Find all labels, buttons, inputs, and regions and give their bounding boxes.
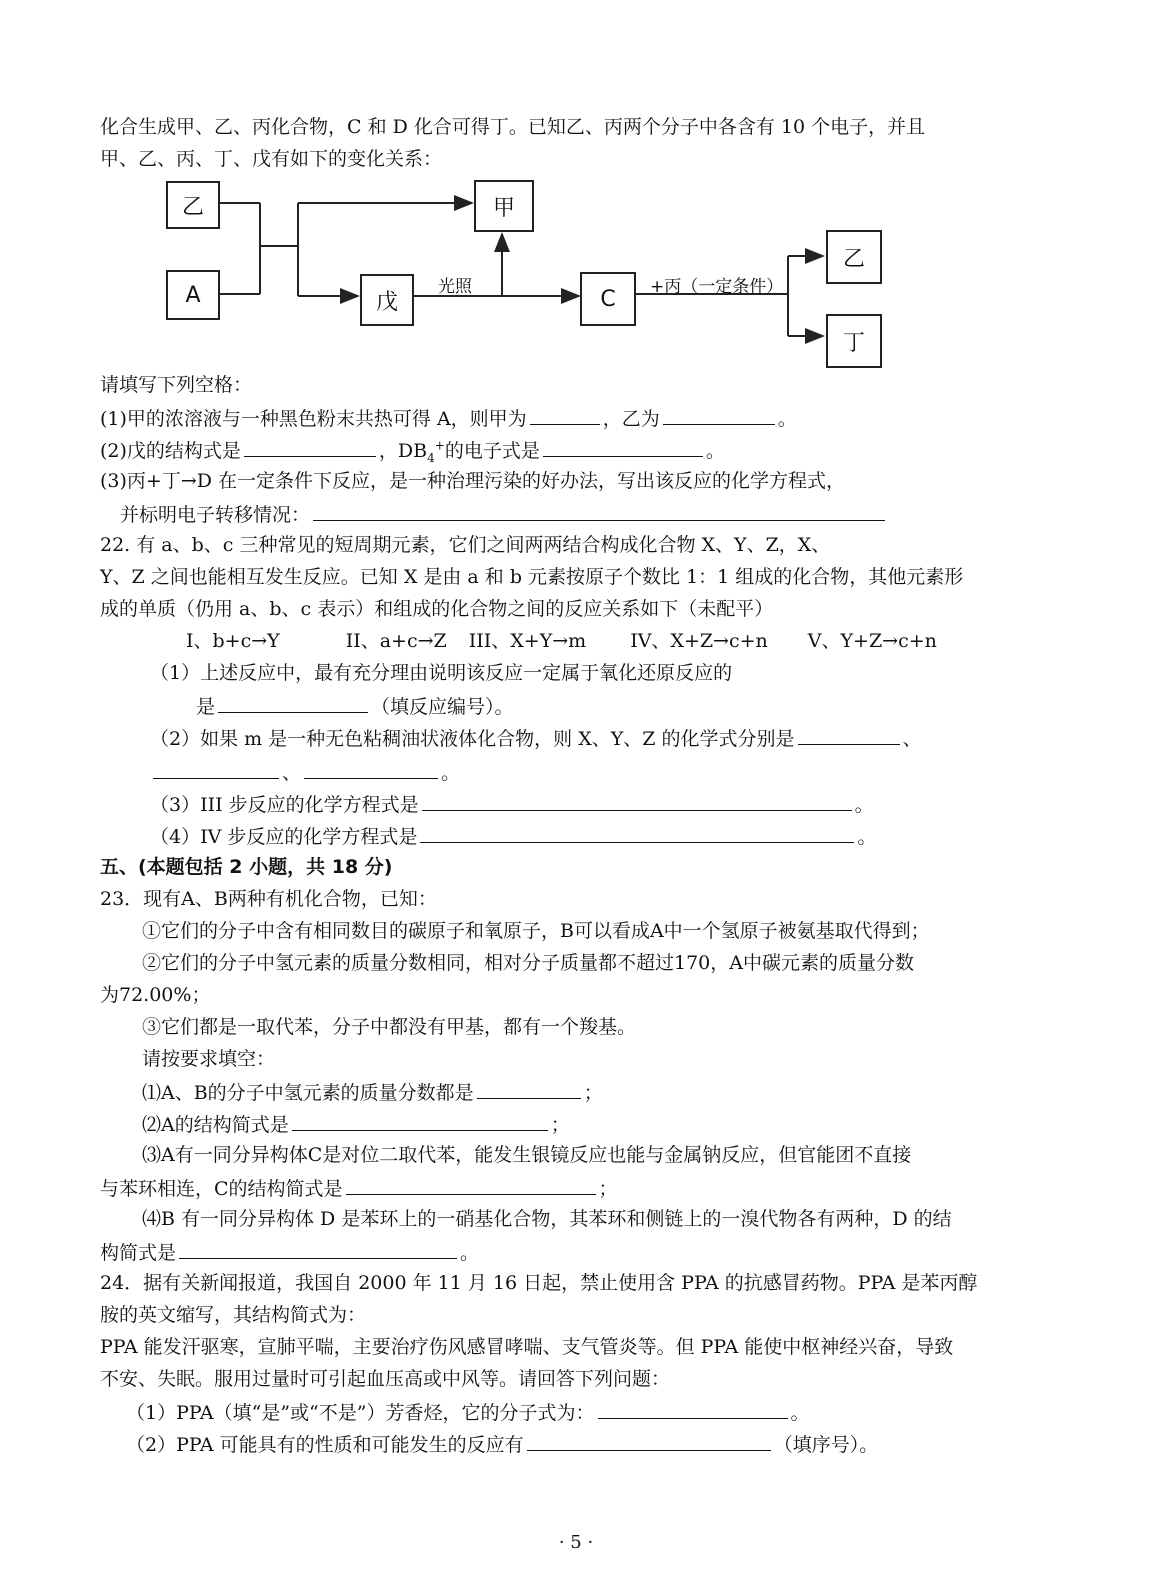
q23-sub-3b [100,1172,618,1204]
q22-line-1: 22. 有 a、b、c 三种常见的短周期元素，它们之间两两结合构成化合物 X、Y、Z，X、 [100,534,831,556]
q22-s2-text: （2）如果 m 是一种无色粘稠油状液体化合物，则 X、Y、Z 的化学式分别是 [150,728,795,750]
answer-blank[interactable] [527,1428,771,1451]
q24-s1-end: 。 [790,1402,810,1424]
answer-blank[interactable] [598,1396,788,1419]
q24-s2-end: （填序号）。 [773,1434,879,1456]
q21-prompt: 请填写下列空格： [100,374,253,396]
q23-sub-1 [142,1076,603,1108]
q21-part-3b [120,498,888,530]
reaction-2: II、a+c→Z [345,630,447,652]
q22-s1-end: （填反应编号）。 [371,696,514,718]
q21-p2-mid: 的电子式是 [444,440,540,462]
q24-s2-text: （2）PPA 可能具有的性质和可能发生的反应有 [126,1434,524,1456]
q21-p2-db: ，DB [378,440,428,462]
q23-condition-2: ②它们的分子中氢元素的质量分数相同，相对分子质量都不超过170，A中碳元素的质量分数 [142,952,914,974]
node-yi: 乙 [166,181,220,229]
node-jia: 甲 [474,180,534,232]
q22-sub-1: （1）上述反应中，最有充分理由说明该反应一定属于氧化还原反应的 [150,662,733,684]
answer-blank[interactable] [304,756,438,779]
q23-sub-4b [100,1236,479,1268]
q21-p2-end: 。 [705,440,725,462]
q22-sub-2 [150,722,922,754]
node-c: C [580,272,636,326]
q22-sub-4 [150,820,876,852]
answer-blank[interactable] [543,434,703,457]
answer-blank[interactable] [244,434,376,457]
q22-sub-1b [196,690,514,722]
q23-s4-text: 构简式是 [100,1242,177,1264]
label-plus-bing: +丙（一定条件） [650,277,784,297]
answer-blank[interactable] [153,756,279,779]
q23-prompt: 请按要求填空： [142,1048,276,1070]
reaction-5: V、Y+Z→c+n [807,630,937,652]
q24-s1-text: （1）PPA（填“是”或“不是”）芳香烃，它的分子式为： [126,1402,595,1424]
node-yi-product: 乙 [826,230,882,284]
answer-blank[interactable] [477,1076,581,1099]
node-a: A [166,270,220,320]
section-heading: 五、(本题包括 2 小题，共 18 分) [100,856,393,878]
answer-blank[interactable] [179,1236,457,1259]
q22-sub-3 [150,788,874,820]
answer-blank[interactable] [530,402,600,425]
node-wu: 戊 [360,274,414,326]
q23-line-1: 23．现有A、B两种有机化合物，已知： [100,888,437,910]
q22-line-3: 成的单质（仍用 a、b、c 表示）和组成的化合物之间的反应关系如下（未配平） [100,598,774,620]
reaction-flow-diagram [160,176,900,366]
answer-blank[interactable] [663,402,775,425]
page-number: · 5 · [558,1532,594,1553]
intro-line-1: 化合生成甲、乙、丙化合物，C 和 D 化合可得丁。已知乙、丙两个分子中各含有 10 个电子，并且 [100,116,926,138]
q23-s3-end: ； [598,1178,618,1200]
q23-s1-end: ； [583,1082,603,1104]
answer-blank[interactable] [422,788,852,811]
answer-blank[interactable] [218,690,368,713]
q22-s2-sep2: 、 [282,762,302,784]
q23-sub-4: ⑷B 有一同分异构体 D 是苯环上的一硝基化合物，其苯环和侧链上的一溴代物各有两种，D 的结 [142,1208,952,1230]
q22-s3-text: （3）III 步反应的化学方程式是 [150,794,419,816]
q21-part-3: (3)丙+丁→D 在一定条件下反应，是一种治理污染的好办法，写出该反应的化学方程式， [100,470,846,492]
q24-line-3: PPA 能发汗驱寒，宣肺平喘，主要治疗伤风感冒哮喘、支气管炎等。但 PPA 能使中枢神经兴奋，导致 [100,1336,954,1358]
q22-s1-text: 是 [196,696,216,718]
q23-s3-text: 与苯环相连，C的结构简式是 [100,1178,343,1200]
q24-line-2: 胺的英文缩写，其结构简式为： [100,1304,367,1326]
reaction-3: III、X+Y→m [468,630,587,652]
subscript: 4 [427,450,435,465]
q24-sub-2 [126,1428,878,1460]
q21-p1-text: (1)甲的浓溶液与一种黑色粉末共热可得 A，则甲为 [100,408,527,430]
answer-blank[interactable] [313,498,885,521]
q21-p1-sep: ，乙为 [602,408,660,430]
q22-sub-2b [150,756,460,788]
q23-sub-3: ⑶A有一同分异构体C是对位二取代苯，能发生银镜反应也能与金属钠反应，但官能团不直接 [142,1144,912,1166]
q21-p1-end: 。 [777,408,797,430]
q22-line-2: Y、Z 之间也能相互发生反应。已知 X 是由 a 和 b 元素按原子个数比 1：1 组成的化合物，其他元素形 [100,566,964,588]
q22-s4-text: （4）IV 步反应的化学方程式是 [150,826,418,848]
q23-s4-end: 。 [460,1242,480,1264]
answer-blank[interactable] [346,1172,596,1195]
q22-reactions [186,626,937,656]
q22-s4-end: 。 [857,826,877,848]
reaction-1: I、b+c→Y [186,630,280,652]
q23-s2-text: ⑵A的结构简式是 [142,1114,289,1136]
q24-sub-1 [126,1396,810,1428]
node-ding: 丁 [826,314,882,368]
q23-condition-1: ①它们的分子中含有相同数目的碳原子和氧原子，B可以看成A中一个氢原子被氨基取代得到； [142,920,930,942]
q21-part-2 [100,434,725,466]
answer-blank[interactable] [420,820,854,843]
answer-blank[interactable] [798,722,900,745]
q24-line-4: 不安、失眠。服用过量时可引起血压高或中风等。请回答下列问题： [100,1368,671,1390]
reaction-4: IV、X+Z→c+n [630,630,768,652]
q23-condition-2b: 为72.00%； [100,984,211,1006]
q21-part-1 [100,402,797,434]
q24-line-1: 24．据有关新闻报道，我国自 2000 年 11 月 16 日起，禁止使用含 PPA 的抗感冒药物。PPA 是苯丙醇 [100,1272,978,1294]
label-light: 光照 [438,277,472,297]
q22-s2-end: 。 [441,762,461,784]
q21-p3-text: 并标明电子转移情况： [120,504,311,526]
answer-blank[interactable] [292,1108,548,1131]
intro-line-2: 甲、乙、丙、丁、戊有如下的变化关系： [100,148,443,170]
q23-s1-text: ⑴A、B的分子中氢元素的质量分数都是 [142,1082,474,1104]
q23-s2-end: ； [550,1114,570,1136]
q22-s3-end: 。 [854,794,874,816]
superscript: + [434,438,445,453]
q23-condition-3: ③它们都是一取代苯，分子中都没有甲基，都有一个羧基。 [142,1016,637,1038]
q23-sub-2 [142,1108,570,1140]
q21-p2-text: (2)戊的结构式是 [100,440,241,462]
q22-s2-sep: 、 [902,728,922,750]
